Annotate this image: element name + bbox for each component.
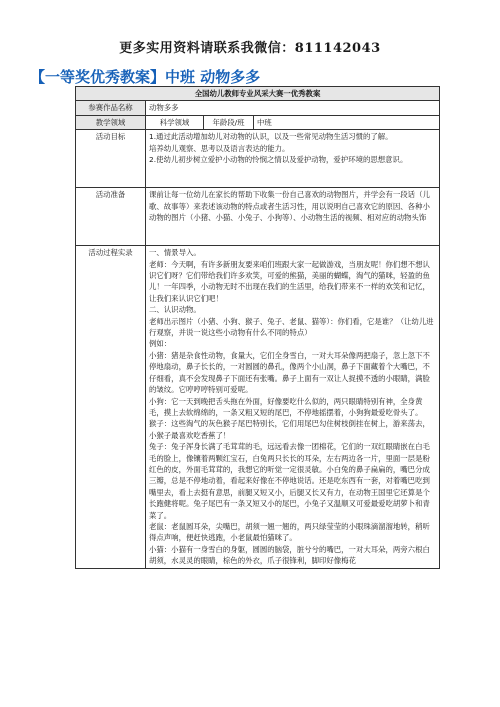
process-paragraph: 一、情景导入。 — [149, 248, 201, 258]
process-paragraph: 小狗：它一天到晚把舌头拖在外面，好像要吃什么似的，两只眼睛特别有神，全身黄毛，摸上去软绵绵的，一条又粗又短的尾巴，不停地摇摆着，小狗狗最爱吃骨头了。 — [149, 396, 423, 417]
goal-item: 培养幼儿观察、思考以及语言表达的能力。 — [149, 143, 290, 153]
process-paragraph: 二、认识动物。 — [149, 305, 201, 315]
goal-item: 2.使幼儿初步树立爱护小动物的怜悯之情以及爱护动物，爱护环境的思想意识。 — [149, 155, 408, 165]
contact-header: 更多实用资料请联系我微信：811142043 — [119, 41, 381, 56]
prep-label: 活动准备 — [76, 188, 146, 246]
field-value: 科学领域 — [146, 115, 204, 129]
process-paragraph: 老鼠：老鼠圆耳朵，尖嘴巴，胡须一翘一翘的，两只绿莹莹的小眼珠滴溜溜地转，稍听得点声响，便赶快逃跑，小老鼠最怕猫咪了。 — [149, 521, 430, 543]
goals-label: 活动目标 — [76, 130, 146, 188]
grade-label: 年龄段/班 — [204, 115, 254, 129]
table-heading: 全国幼儿教师专业风采大赛一优秀教案 — [76, 87, 440, 101]
process-paragraph: 老师出示图片（小猪、小狗、猴子、兔子、老鼠、猫等）：你们看，它是谁？（让幼儿进行观察，并说一说这些小动物有什么不同的特点） — [149, 316, 434, 338]
lesson-plan-table — [75, 86, 440, 569]
work-name-value: 动物多多 — [146, 101, 440, 115]
process-paragraph: 例如： — [149, 339, 172, 349]
process-paragraph: 兔子：兔子浑身长满了毛茸茸的毛，远远看去像一团棉花，它们的一双红眼睛嵌在白毛毛的脸上，像镶着两颗红宝石，白兔两只长长的耳朵，左右两边各一片，里面一层是粉红色的皮，外面毛茸茸的，我想它的听觉一定很灵敏。小白兔的鼻子扁扁的，嘴巴分成三瓣，总是不停地动着，看起来好像在不停地说话。还是吃东西有一套，对着嘴巴吃到嘴里去，看上去挺有意思，前腿又短又小，后腿又长又有力，在动物王国里它还算是个长跑健将呢。兔子尾巴有一条又短又小的尾巴，小兔子又温顺又可爱最爱吃胡萝卜和青菜了。 — [149, 442, 430, 520]
goal-item: 1.通过此活动增加幼儿对动物的认识，以及一些常见动物生活习惯的了解。 — [149, 132, 393, 142]
process-paragraph: 小猪：猪是杂食性动物，食量大，它们全身雪白，一对大耳朵像两把扇子，忽上忽下不停地扇动，鼻子长长的，一对圆圆的鼻孔，像两个小山洞，鼻子下面藏着个大嘴巴，不仔细看，真不会发现鼻子下面还有张嘴。鼻子上面有一双让人捉摸不透的小眼睛，满脸的皱纹。它哼哼哼特别可爱呢。 — [149, 350, 430, 395]
work-name-label: 参赛作品名称 — [76, 101, 146, 115]
goals-cell — [146, 130, 440, 188]
field-label: 教学领域 — [76, 115, 146, 129]
process-label: 活动过程实录 — [76, 246, 146, 568]
process-paragraph: 小猫：小猫有一身雪白的身躯，圆圆的脑袋，脏兮兮的嘴巴，一对大耳朵，两旁六根白胡须，水灵灵的眼睛，棕色的外衣，爪子很锋利，脚印好像梅花 — [149, 544, 430, 566]
grade-value: 中班 — [254, 115, 440, 129]
document-title: 【一等奖优秀教案】中班 动物多多 — [30, 68, 261, 86]
process-cell — [146, 246, 440, 568]
process-paragraph: 老师：今天啊，有许多新朋友要来咱们班跟大家一起做游戏，当朋友呢！你们想不想认识它们呀？它们带给我们许多欢笑，可爱的熊猫，美丽的蝴蝶，淘气的猫咪，轻盈的鱼儿！一年四季，小动物无时不出现在我们的生活里，给我们带来不一样的欢笑和记忆，让我们来认识它们吧！ — [149, 259, 430, 303]
process-paragraph: 猴子：这些淘气的灰色猴子尾巴特别长，它们用尾巴勾住树枝倒挂在树上，游来荡去，小猴子最喜欢吃香蕉了！ — [149, 419, 430, 440]
prep-cell: 课前让每一位幼儿在家长的帮助下收集一份自己喜欢的动物图片，并学会有一段话（儿歌、故事等）来表述该动物的特点或者生活习性，用以说明自己喜欢它的原因、各种小动物的图片（小猪、小猫、小兔子、小狗等）、小动物生活的视频、相对应的动物头饰 — [146, 188, 440, 246]
